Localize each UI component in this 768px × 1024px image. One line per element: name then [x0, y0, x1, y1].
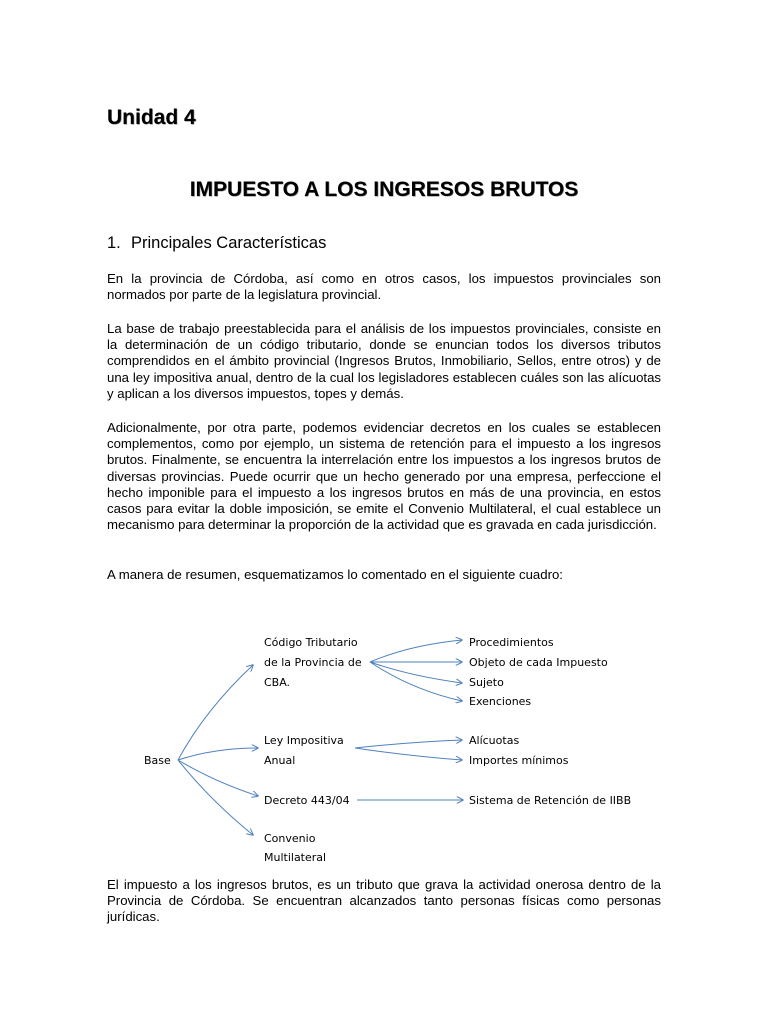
node-convenio-line1: Convenio [264, 832, 316, 845]
unit-title: Unidad 4 [107, 106, 196, 129]
arrow-base-to-convenio [178, 760, 253, 835]
arrow-base-to-decreto [178, 760, 258, 796]
arrow-ley-to-alicuotas [355, 740, 462, 748]
node-sistema-retencion: Sistema de Retención de IIBB [469, 794, 632, 807]
node-base: Base [144, 754, 171, 767]
node-procedimientos: Procedimientos [469, 636, 554, 649]
node-codigo-line2: de la Provincia de [264, 656, 362, 669]
node-ley-line2: Anual [264, 754, 296, 767]
node-exenciones: Exenciones [469, 695, 532, 708]
paragraph-definicion: El impuesto a los ingresos brutos, es un tributo que grava la actividad onerosa dentro de la Provincia de Córdoba. Se encuentran alcanzados tanto personas físicas como personas jurídicas. [107, 877, 661, 925]
arrow-base-to-ley [178, 748, 258, 760]
arrow-codigo-to-sujeto [370, 662, 462, 683]
node-objeto: Objeto de cada Impuesto [469, 656, 608, 669]
node-alicuotas: Alícuotas [469, 734, 520, 747]
paragraph-resumen: A manera de resumen, esquematizamos lo comentado en el siguiente cuadro: [107, 567, 563, 582]
arrow-codigo-to-procedimientos [370, 640, 462, 662]
node-ley-line1: Ley Impositiva [264, 734, 344, 747]
section-title: Principales Características [131, 234, 327, 252]
arrow-base-to-codigo [178, 665, 253, 760]
node-decreto: Decreto 443/04 [264, 794, 350, 807]
document-title: IMPUESTO A LOS INGRESOS BRUTOS [189, 178, 579, 201]
paragraph-intro: En la provincia de Córdoba, así como en otros casos, los impuestos provinciales son normados por parte de la legislatura provincial. [107, 271, 661, 303]
node-importes: Importes mínimos [469, 754, 569, 767]
paragraph-base-de-trabajo: La base de trabajo preestablecida para el análisis de los impuestos provinciales, consiste en la determinación de un código tributario, donde se enuncian todos los diversos tributos comprendidos en el ámbito provincial (Ingresos Brutos, Inmobiliario, Sellos, entre otros) y de una ley impositiva anual, dentro de la cual los legisladores establecen cuáles son las alícuotas y aplican a los diversos impuestos, topes y demás. [107, 321, 661, 401]
node-sujeto: Sujeto [469, 676, 504, 689]
section-number: 1. [107, 234, 121, 252]
node-codigo-line1: Código Tributario [264, 636, 358, 649]
node-convenio-line2: Multilateral [264, 851, 327, 864]
arrow-ley-to-importes [355, 748, 462, 760]
node-codigo-line3: CBA. [264, 676, 291, 689]
paragraph-adicionalmente: Adicionalmente, por otra parte, podemos evidenciar decretos en los cuales se establecen complementos, como por ejemplo, un sistema de retención para el impuesto a los ingresos brutos. Finalmente, se encuentra la interrelación entre los impuestos a los ingresos brutos de diversas provincias. Puede ocurrir que un hecho generado por una empresa, perfeccione el hecho imponible para el impuesto a los ingresos brutos en más de una provincia, en estos casos para evitar la doble imposición, se emite el Convenio Multilateral, el cual establece un mecanismo para determinar la proporción de la actividad que es gravada en cada jurisdicción. [107, 420, 661, 533]
arrow-codigo-to-exenciones [370, 662, 462, 701]
